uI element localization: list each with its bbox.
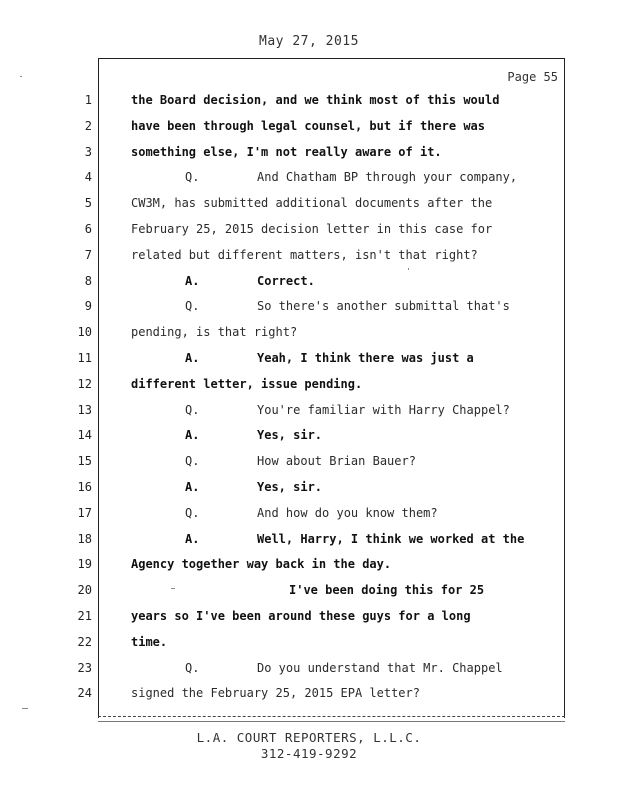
line-number-column: [62, 88, 92, 707]
transcript-line: [131, 372, 561, 398]
transcript-line: [131, 294, 561, 320]
speaker-tag: Q.: [185, 170, 200, 185]
line-text: Yes, sir.: [257, 428, 323, 443]
page-frame-bottom-divider: [98, 716, 565, 722]
line-text: something else, I'm not really aware of it.: [131, 144, 442, 159]
line-number: 8: [84, 273, 92, 288]
transcript-line: [131, 630, 561, 656]
transcript-line: [131, 320, 561, 346]
line-text: I've been doing this for 25: [289, 583, 485, 598]
line-text: February 25, 2015 decision letter in this case for: [131, 221, 493, 236]
transcript-line: [131, 527, 561, 553]
transcript-body: [131, 88, 561, 707]
line-text: the Board decision, and we think most of this would: [131, 93, 500, 107]
line-number: 10: [77, 325, 92, 340]
line-text: Correct.: [257, 273, 315, 288]
line-text: And how do you know them?: [257, 505, 438, 520]
line-number: 19: [77, 557, 92, 572]
transcript-line: [131, 681, 561, 707]
speaker-tag: A.: [185, 479, 200, 494]
speaker-tag: A.: [185, 350, 200, 365]
transcript-line: [131, 165, 561, 191]
line-text: different letter, issue pending.: [131, 376, 363, 391]
line-number: 21: [77, 608, 92, 623]
line-number: 6: [84, 221, 92, 236]
transcript-line: [131, 604, 561, 630]
scan-speck: [171, 588, 175, 589]
line-text: Yes, sir.: [257, 479, 323, 494]
line-text: So there's another submittal that's: [257, 299, 510, 314]
transcript-line: [131, 398, 561, 424]
line-number: 24: [77, 686, 92, 701]
line-number: 20: [77, 583, 92, 598]
speaker-tag: Q.: [185, 505, 200, 520]
line-text: Well, Harry, I think we worked at the: [257, 531, 525, 546]
speaker-tag: Q.: [185, 660, 200, 675]
reporter-company: L.A. COURT REPORTERS, L.L.C.: [196, 730, 422, 745]
line-text: time.: [131, 634, 168, 649]
line-number: 17: [77, 505, 92, 520]
transcript-line: [131, 217, 561, 243]
line-text: Yeah, I think there was just a: [257, 350, 474, 365]
transcript-line: [131, 423, 561, 449]
line-text: Agency together way back in the day.: [131, 557, 392, 572]
line-text: signed the February 25, 2015 EPA letter?: [131, 686, 420, 701]
reporter-footer: [0, 730, 618, 762]
reporter-phone: 312-419-9292: [260, 746, 358, 761]
line-text: Do you understand that Mr. Chappel: [257, 660, 503, 675]
speaker-tag: A.: [185, 428, 200, 443]
line-number: 23: [77, 660, 92, 675]
line-number: 11: [77, 350, 92, 365]
line-number: 15: [77, 454, 92, 469]
scan-speck: [22, 708, 28, 709]
line-number: 16: [77, 479, 92, 494]
line-number: 7: [84, 247, 92, 262]
line-text: CW3M, has submitted additional documents after the: [131, 196, 493, 211]
transcript-line: [131, 140, 561, 166]
line-number: 22: [77, 634, 92, 649]
speaker-tag: A.: [185, 531, 200, 546]
line-text: related but different matters, isn't that right?: [131, 247, 478, 262]
page-number: Page 55: [507, 70, 558, 84]
line-text: have been through legal counsel, but if there was: [131, 118, 486, 133]
line-number: 5: [84, 196, 92, 211]
speaker-tag: Q.: [185, 454, 200, 469]
transcript-line: [131, 243, 561, 269]
line-number: 18: [77, 531, 92, 546]
transcript-line: [131, 114, 561, 140]
transcript-line: [131, 475, 561, 501]
speaker-tag: Q.: [185, 402, 200, 417]
line-number: 13: [77, 402, 92, 417]
line-number: 12: [77, 376, 92, 391]
line-number: 4: [84, 170, 92, 185]
scan-speck: [20, 76, 22, 77]
transcript-date: May 27, 2015: [259, 34, 359, 49]
line-number: 3: [84, 144, 92, 159]
line-number: 14: [77, 428, 92, 443]
line-text: years so I've been around these guys for a long: [131, 608, 471, 623]
transcript-line: [131, 656, 561, 682]
transcript-line: [131, 346, 561, 372]
line-text: How about Brian Bauer?: [257, 454, 416, 469]
transcript-line: [131, 88, 561, 114]
transcript-line: [131, 191, 561, 217]
line-number: 9: [84, 299, 92, 314]
scan-speck: [408, 268, 409, 270]
transcript-line: [131, 501, 561, 527]
transcript-line: [131, 449, 561, 475]
line-text: And Chatham BP through your company,: [257, 170, 518, 185]
transcript-line: [131, 578, 561, 604]
transcript-line: [131, 269, 561, 295]
line-text: pending, is that right?: [131, 325, 298, 340]
speaker-tag: Q.: [185, 299, 200, 314]
speaker-tag: A.: [185, 273, 200, 288]
line-text: You're familiar with Harry Chappel?: [257, 402, 510, 417]
transcript-line: [131, 552, 561, 578]
line-number: 1: [84, 93, 92, 107]
line-number: 2: [84, 118, 92, 133]
